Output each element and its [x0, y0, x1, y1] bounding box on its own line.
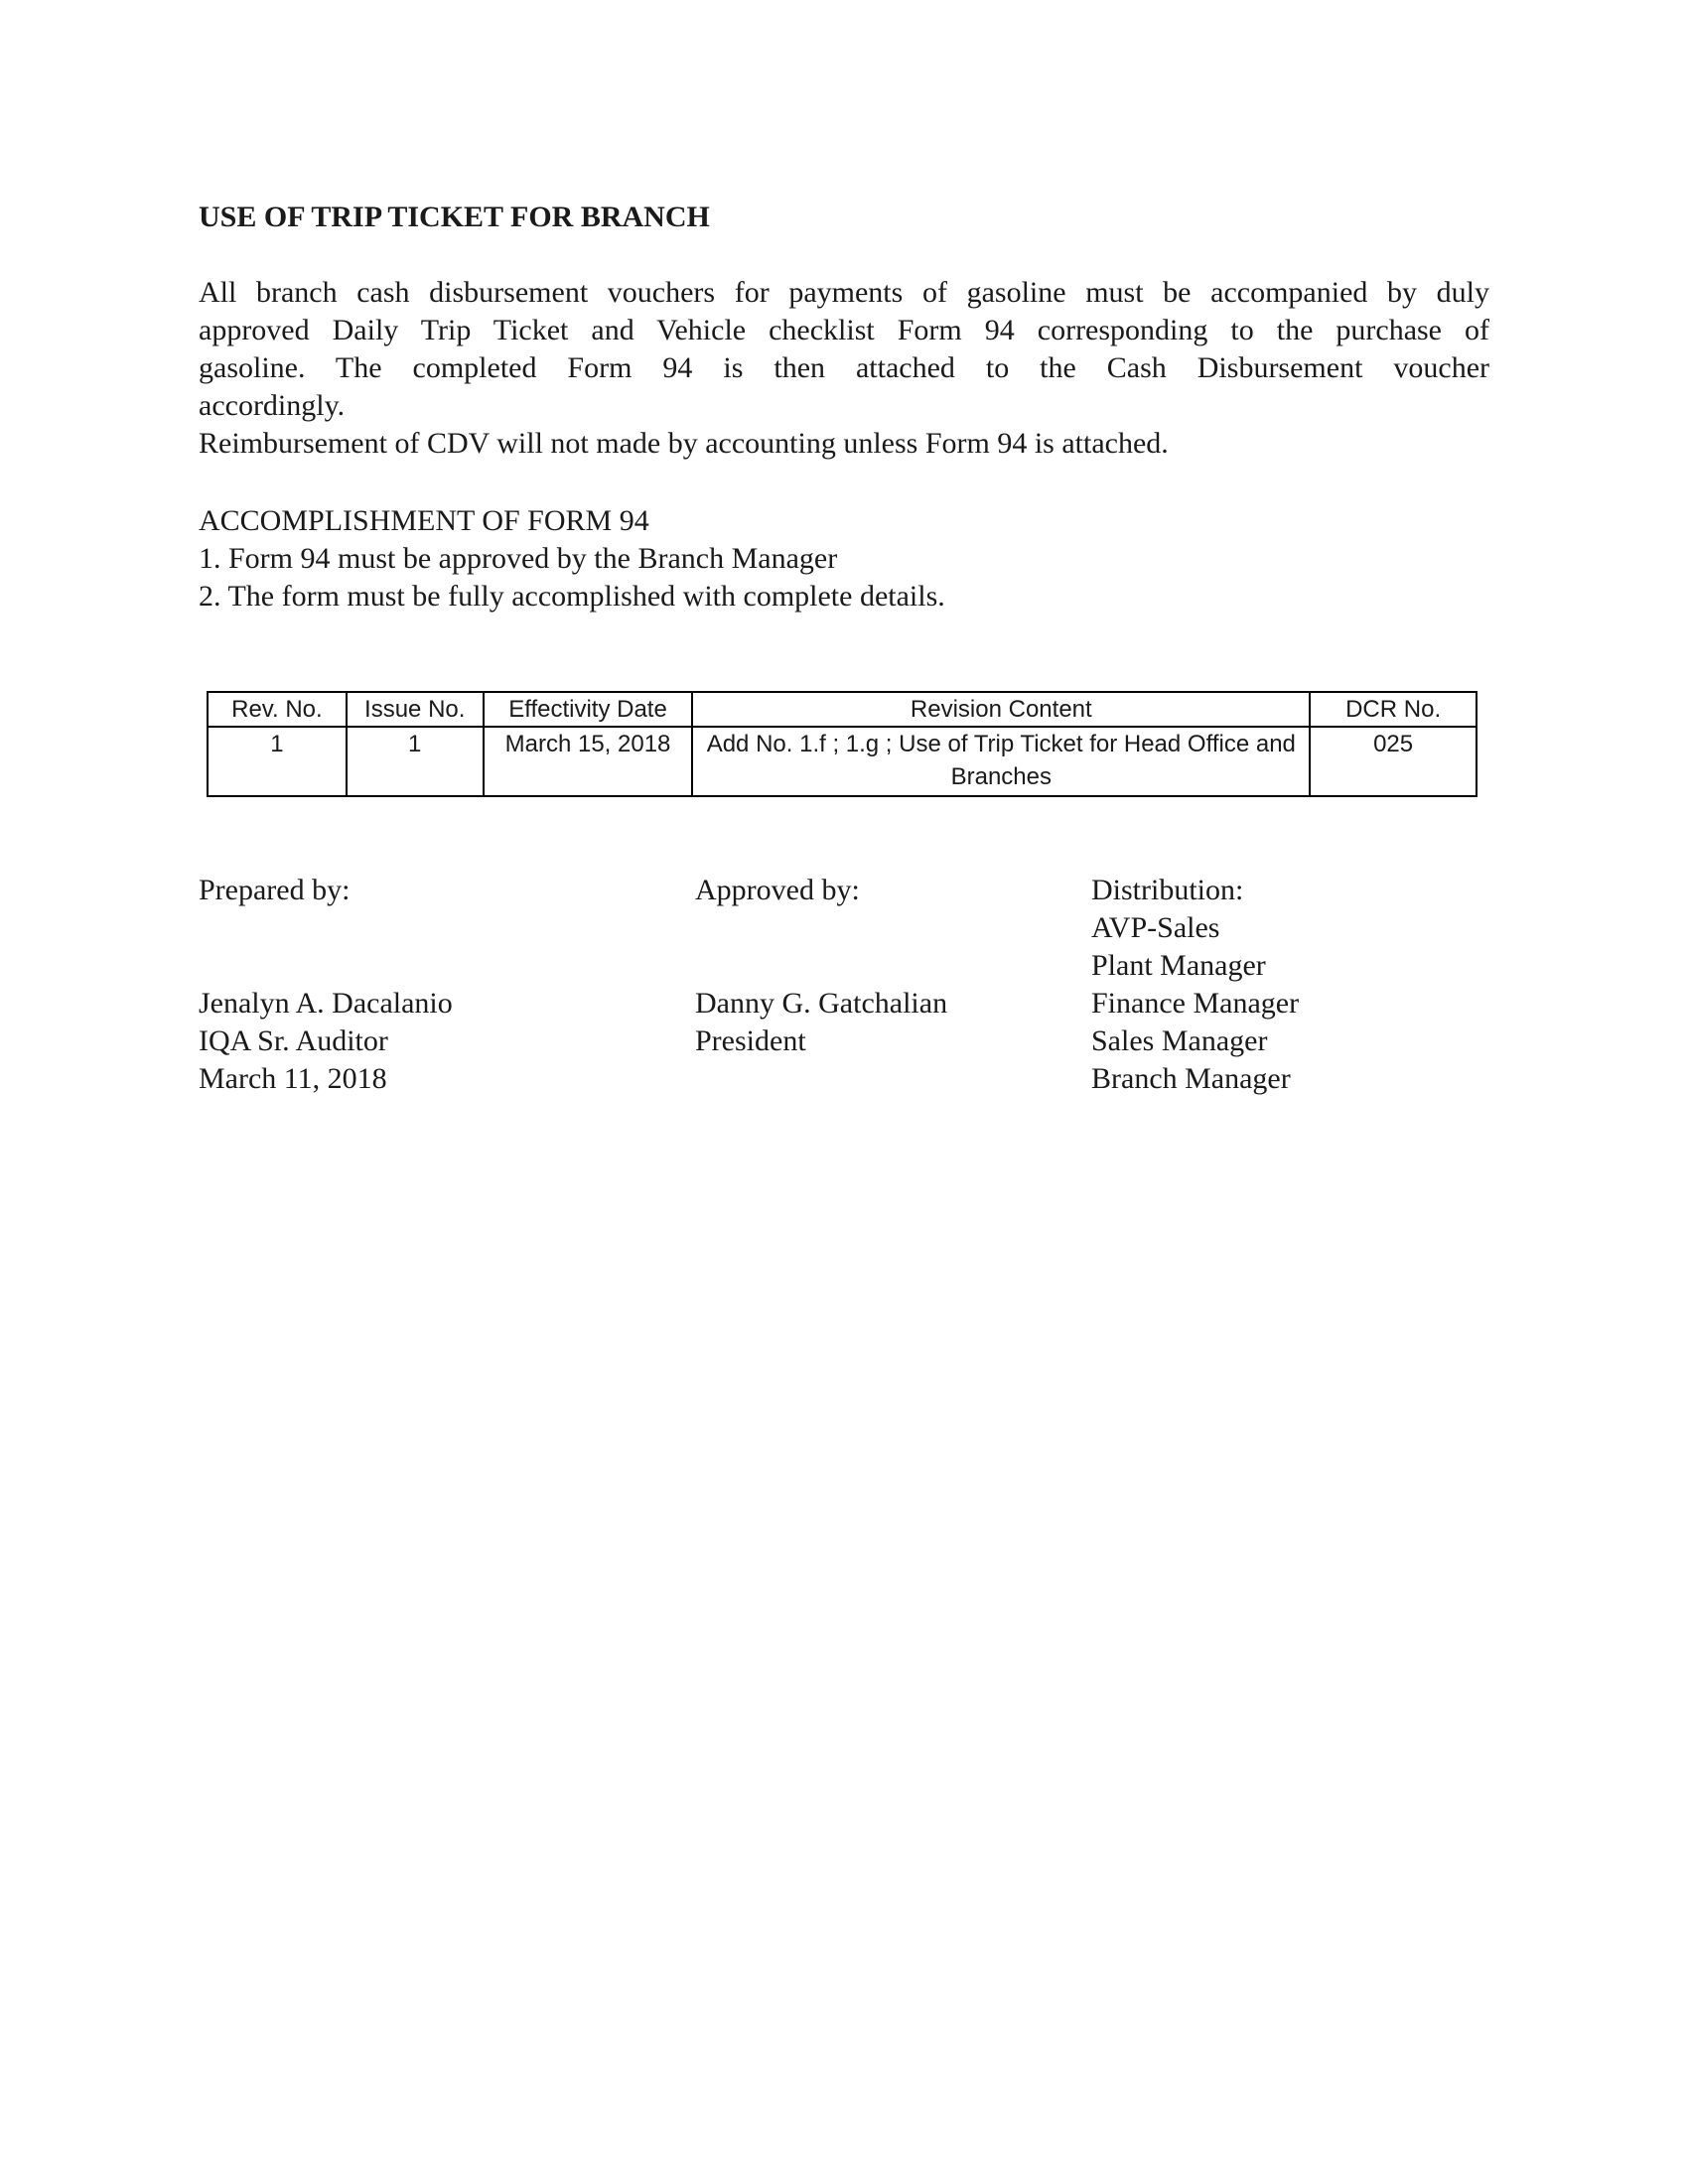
cell-issue-no: 1: [347, 727, 484, 796]
cell-rev-no: 1: [208, 727, 347, 796]
distribution-block: [1091, 872, 1299, 1098]
distribution-item: Finance Manager: [1091, 987, 1300, 1020]
prepared-by-block: [199, 872, 453, 1098]
header-revision-content: Revision Content: [692, 692, 1310, 727]
table-row: [208, 727, 1477, 796]
policy-paragraph: [199, 274, 1489, 463]
requirements-list: [199, 540, 945, 615]
paragraph-line: gasoline. The completed Form 94 is then attached to the Cash Disbursement voucher: [199, 351, 1489, 384]
reimbursement-note: Reimbursement of CDV will not made by accounting unless Form 94 is attached.: [199, 427, 1169, 460]
header-dcr-no: DCR No.: [1310, 692, 1477, 727]
prepared-date: March 11, 2018: [199, 1062, 387, 1095]
distribution-item: AVP-Sales: [1091, 911, 1220, 944]
distribution-item: Branch Manager: [1091, 1062, 1291, 1095]
approver-role: President: [695, 1024, 806, 1057]
list-item: 1. Form 94 must be approved by the Branch Manager: [199, 542, 838, 575]
cell-revision-content: Add No. 1.f ; 1.g ; Use of Trip Ticket for Head Office and Branches: [692, 727, 1310, 796]
approved-by-block: [695, 872, 947, 1060]
preparer-role: IQA Sr. Auditor: [199, 1024, 388, 1057]
distribution-label: Distribution:: [1091, 874, 1244, 906]
preparer-name: Jenalyn A. Dacalanio: [199, 987, 453, 1020]
section-heading: ACCOMPLISHMENT OF FORM 94: [199, 504, 649, 537]
cell-dcr-no: 025: [1310, 727, 1477, 796]
cell-effectivity-date: March 15, 2018: [484, 727, 693, 796]
table-header-row: [208, 692, 1477, 727]
document-title: USE OF TRIP TICKET FOR BRANCH: [199, 201, 710, 233]
distribution-item: Sales Manager: [1091, 1024, 1268, 1057]
paragraph-line: All branch cash disbursement vouchers for payments of gasoline must be accompanied by duly: [199, 276, 1489, 309]
header-rev-no: Rev. No.: [208, 692, 347, 727]
distribution-item: Plant Manager: [1091, 949, 1266, 982]
header-effectivity-date: Effectivity Date: [484, 692, 693, 727]
revision-table: [207, 691, 1477, 797]
paragraph-line: accordingly.: [199, 389, 346, 422]
list-item: 2. The form must be fully accomplished with complete details.: [199, 580, 945, 613]
approver-name: Danny G. Gatchalian: [695, 987, 948, 1020]
header-issue-no: Issue No.: [347, 692, 484, 727]
prepared-by-label: Prepared by:: [199, 874, 351, 906]
approved-by-label: Approved by:: [695, 874, 860, 906]
paragraph-line: approved Daily Trip Ticket and Vehicle checklist Form 94 corresponding to the purchase of: [199, 314, 1489, 346]
